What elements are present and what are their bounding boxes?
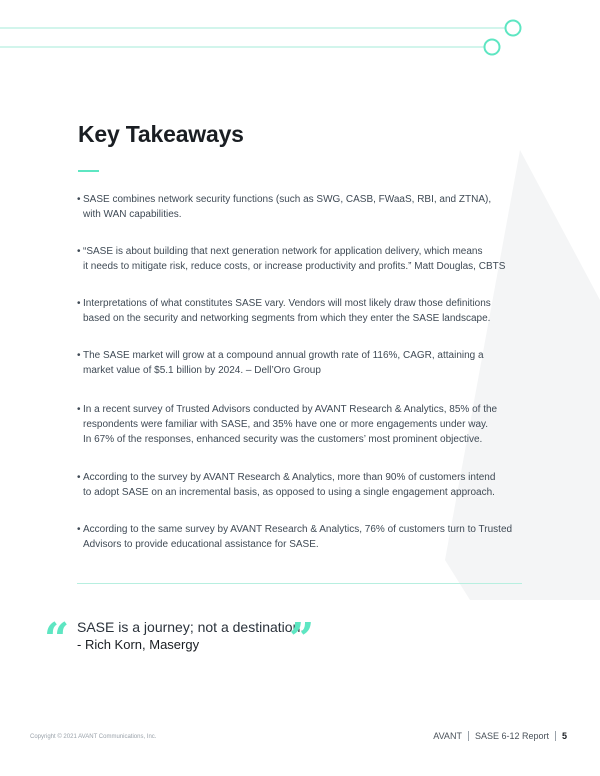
bullet-line: to adopt SASE on an incremental basis, as opposed to using a single engagement approach.: [83, 487, 495, 498]
footer-copyright: Copyright © 2021 AVANT Communications, Inc.: [30, 734, 157, 740]
list-item: [77, 192, 517, 222]
open-quote-icon: “: [44, 614, 70, 665]
bullet-mark: •: [77, 194, 81, 205]
pull-quote-text: SASE is a journey; not a destination.: [77, 619, 305, 635]
title-underline: [78, 170, 99, 172]
list-item: [77, 402, 517, 447]
bullet-mark: •: [77, 298, 81, 309]
bullet-line: According to the survey by AVANT Research & Analytics, more than 90% of customers intend: [83, 472, 496, 483]
bullet-line: with WAN capabilities.: [83, 209, 182, 220]
bullet-mark: •: [77, 404, 81, 415]
list-item: [77, 348, 517, 378]
close-quote-icon: ”: [289, 614, 315, 665]
bullet-line: The SASE market will grow at a compound annual growth rate of 116%, CAGR, attaining a: [83, 350, 484, 361]
bullet-line: Interpretations of what constitutes SASE vary. Vendors will most likely draw those definitions: [83, 298, 491, 309]
bullet-line: Advisors to provide educational assistance for SASE.: [83, 539, 319, 550]
bullet-line: SASE combines network security functions (such as SWG, CASB, FWaaS, RBI, and ZTNA),: [83, 194, 492, 205]
bullet-line: based on the security and networking segments from which they enter the SASE landscape.: [83, 313, 491, 324]
list-item: [77, 470, 517, 500]
page-number: 5: [561, 731, 567, 741]
bullet-line: In 67% of the responses, enhanced security was the customers’ most prominent objective.: [83, 434, 483, 445]
bullet-mark: •: [77, 246, 81, 257]
bullet-mark: •: [77, 350, 81, 361]
bullet-line: “SASE is about building that next generation network for application delivery, which means: [83, 246, 483, 257]
deco-circle-lower: [485, 40, 500, 55]
footer-separator: [555, 731, 556, 741]
bullet-line: it needs to mitigate risk, reduce costs, or increase productivity and profits.” Matt Douglas, CBTS: [83, 261, 506, 272]
list-item: [77, 296, 517, 326]
footer-brand: AVANT: [433, 731, 462, 741]
bullet-mark: •: [77, 472, 81, 483]
footer-separator: [468, 731, 469, 741]
footer-report-title: SASE 6-12 Report: [474, 731, 549, 741]
bullet-line: respondents were familiar with SASE, and 35% have one or more engagements under way.: [83, 419, 489, 430]
list-item: [77, 244, 517, 274]
bullet-line: According to the same survey by AVANT Research & Analytics, 76% of customers turn to Trusted: [83, 524, 513, 535]
bullet-line: In a recent survey of Trusted Advisors conducted by AVANT Research & Analytics, 85% of the: [83, 404, 498, 415]
deco-circle-upper: [506, 21, 521, 36]
pull-quote-author: - Rich Korn, Masergy: [77, 637, 200, 652]
footer-report-info: [433, 731, 567, 741]
page-title: Key Takeaways: [78, 121, 244, 147]
section-divider: [77, 583, 522, 584]
bullet-line: market value of $5.1 billion by 2024. – Dell’Oro Group: [83, 365, 321, 376]
list-item: [77, 522, 517, 552]
bullet-mark: •: [77, 524, 81, 535]
